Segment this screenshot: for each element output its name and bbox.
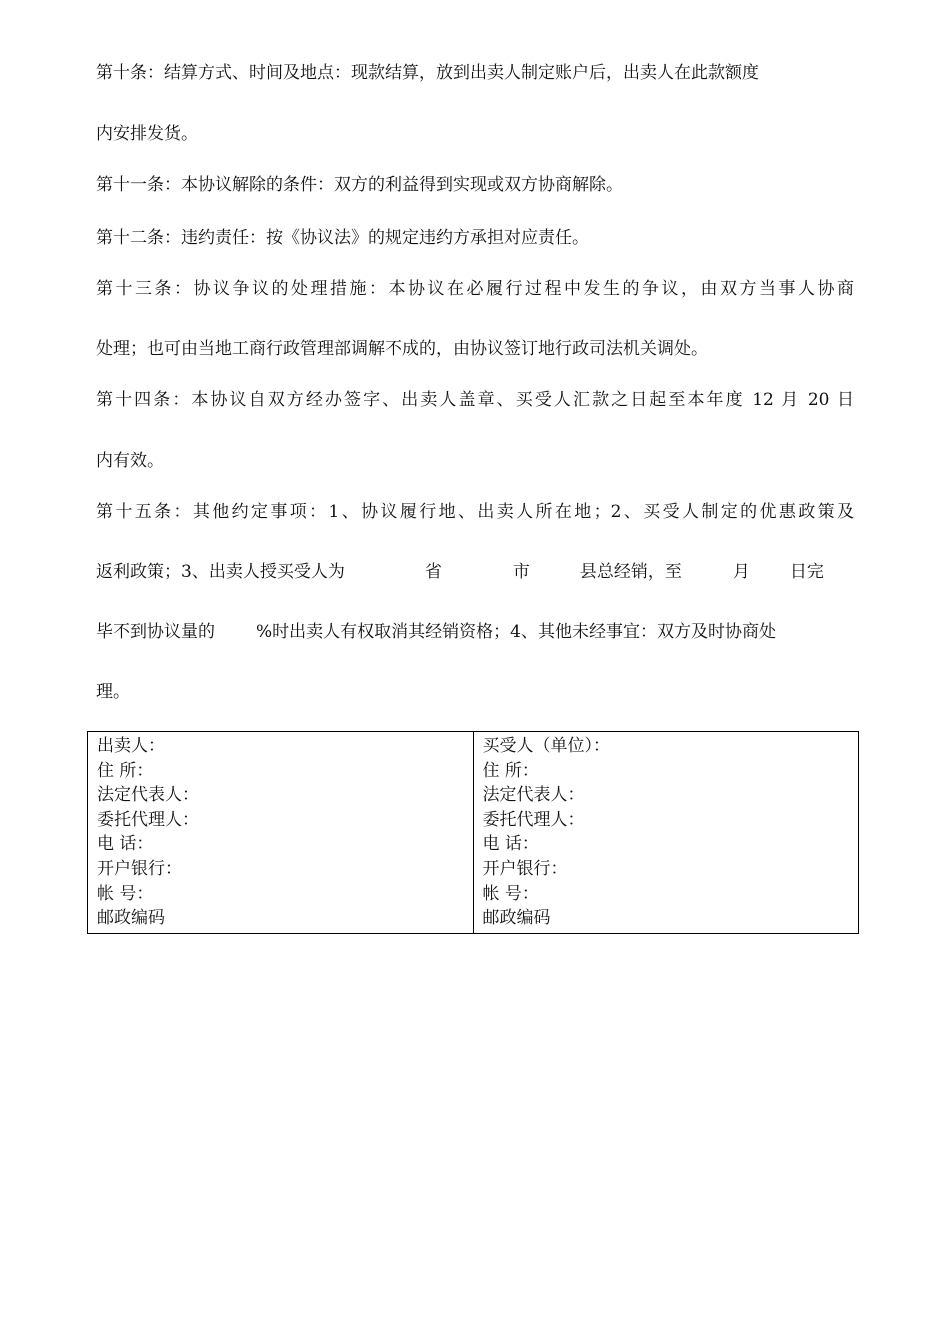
clause-15-text-line3-a: 毕不到协议量的 [96, 622, 215, 642]
buyer-agent: 委托代理人： [482, 809, 585, 830]
seller-title: 出卖人： [97, 736, 165, 756]
clause-11: 第十一条：本协议解除的条件：双方的利益得到实现或双方协商解除。 [96, 175, 623, 195]
buyer-cell [473, 732, 859, 934]
clause-13-line-1: 第十三条：协议争议的处理措施：本协议在必履行过程中发生的争议，由双方当事人协商 [96, 279, 854, 299]
clause-12: 第十二条：违约责任：按《协议法》的规定违约方承担对应责任。 [96, 228, 589, 248]
seller-legal-rep: 法定代表人： [97, 785, 199, 806]
buyer-legal-rep: 法定代表人： [482, 785, 585, 806]
seller-account: 帐 号： [97, 883, 154, 904]
clause-15-line-2 [96, 562, 824, 582]
seller-cell [88, 732, 474, 934]
clause-15-day-text: 日完 [789, 562, 824, 582]
buyer-postcode: 邮政编码 [482, 908, 551, 929]
seller-postcode: 邮政编码 [97, 908, 165, 929]
seller-bank: 开户银行： [97, 858, 182, 879]
clause-15-month-label: 月 [732, 562, 750, 582]
seller-address: 住 所： [97, 760, 154, 781]
clause-15-province-label: 省 [424, 562, 442, 582]
buyer-phone: 电 话： [482, 834, 539, 855]
seller-agent: 委托代理人： [97, 809, 199, 830]
buyer-account: 帐 号： [482, 883, 539, 904]
clause-15-county-text: 县总经销，至 [579, 562, 682, 582]
clause-15-text-a: 返利政策；3、出卖人授买受人为 [96, 562, 345, 582]
clause-15-text-line3-b: %时出卖人有权取消其经销资格；4、其他未经事宜：双方及时协商处 [256, 622, 776, 642]
clause-15-line-1: 第十五条：其他约定事项：1、协议履行地、出卖人所在地；2、买受人制定的优惠政策及 [96, 502, 854, 522]
seller-phone: 电 话： [97, 834, 154, 855]
clause-10-line-1: 第十条：结算方式、时间及地点：现款结算，放到出卖人制定账户后，出卖人在此款额度 [96, 63, 759, 83]
clause-14-line-1: 第十四条：本协议自双方经办签字、出卖人盖章、买受人汇款之日起至本年度 12 月 20 日 [96, 390, 854, 410]
clause-15-city-label: 市 [512, 562, 530, 582]
buyer-title: 买受人（单位）： [482, 736, 610, 756]
clause-14-line-2: 内有效。 [96, 451, 164, 471]
buyer-address: 住 所： [482, 760, 539, 781]
signature-table [87, 731, 859, 934]
clause-10-line-2: 内安排发货。 [96, 124, 198, 144]
clause-15-line-4: 理。 [96, 682, 130, 702]
buyer-bank: 开户银行： [482, 858, 568, 879]
clause-15-line-3 [96, 622, 776, 642]
clause-13-line-2: 处理；也可由当地工商行政管理部调解不成的，由协议签订地行政司法机关调处。 [96, 339, 708, 359]
signature-row [88, 732, 859, 934]
